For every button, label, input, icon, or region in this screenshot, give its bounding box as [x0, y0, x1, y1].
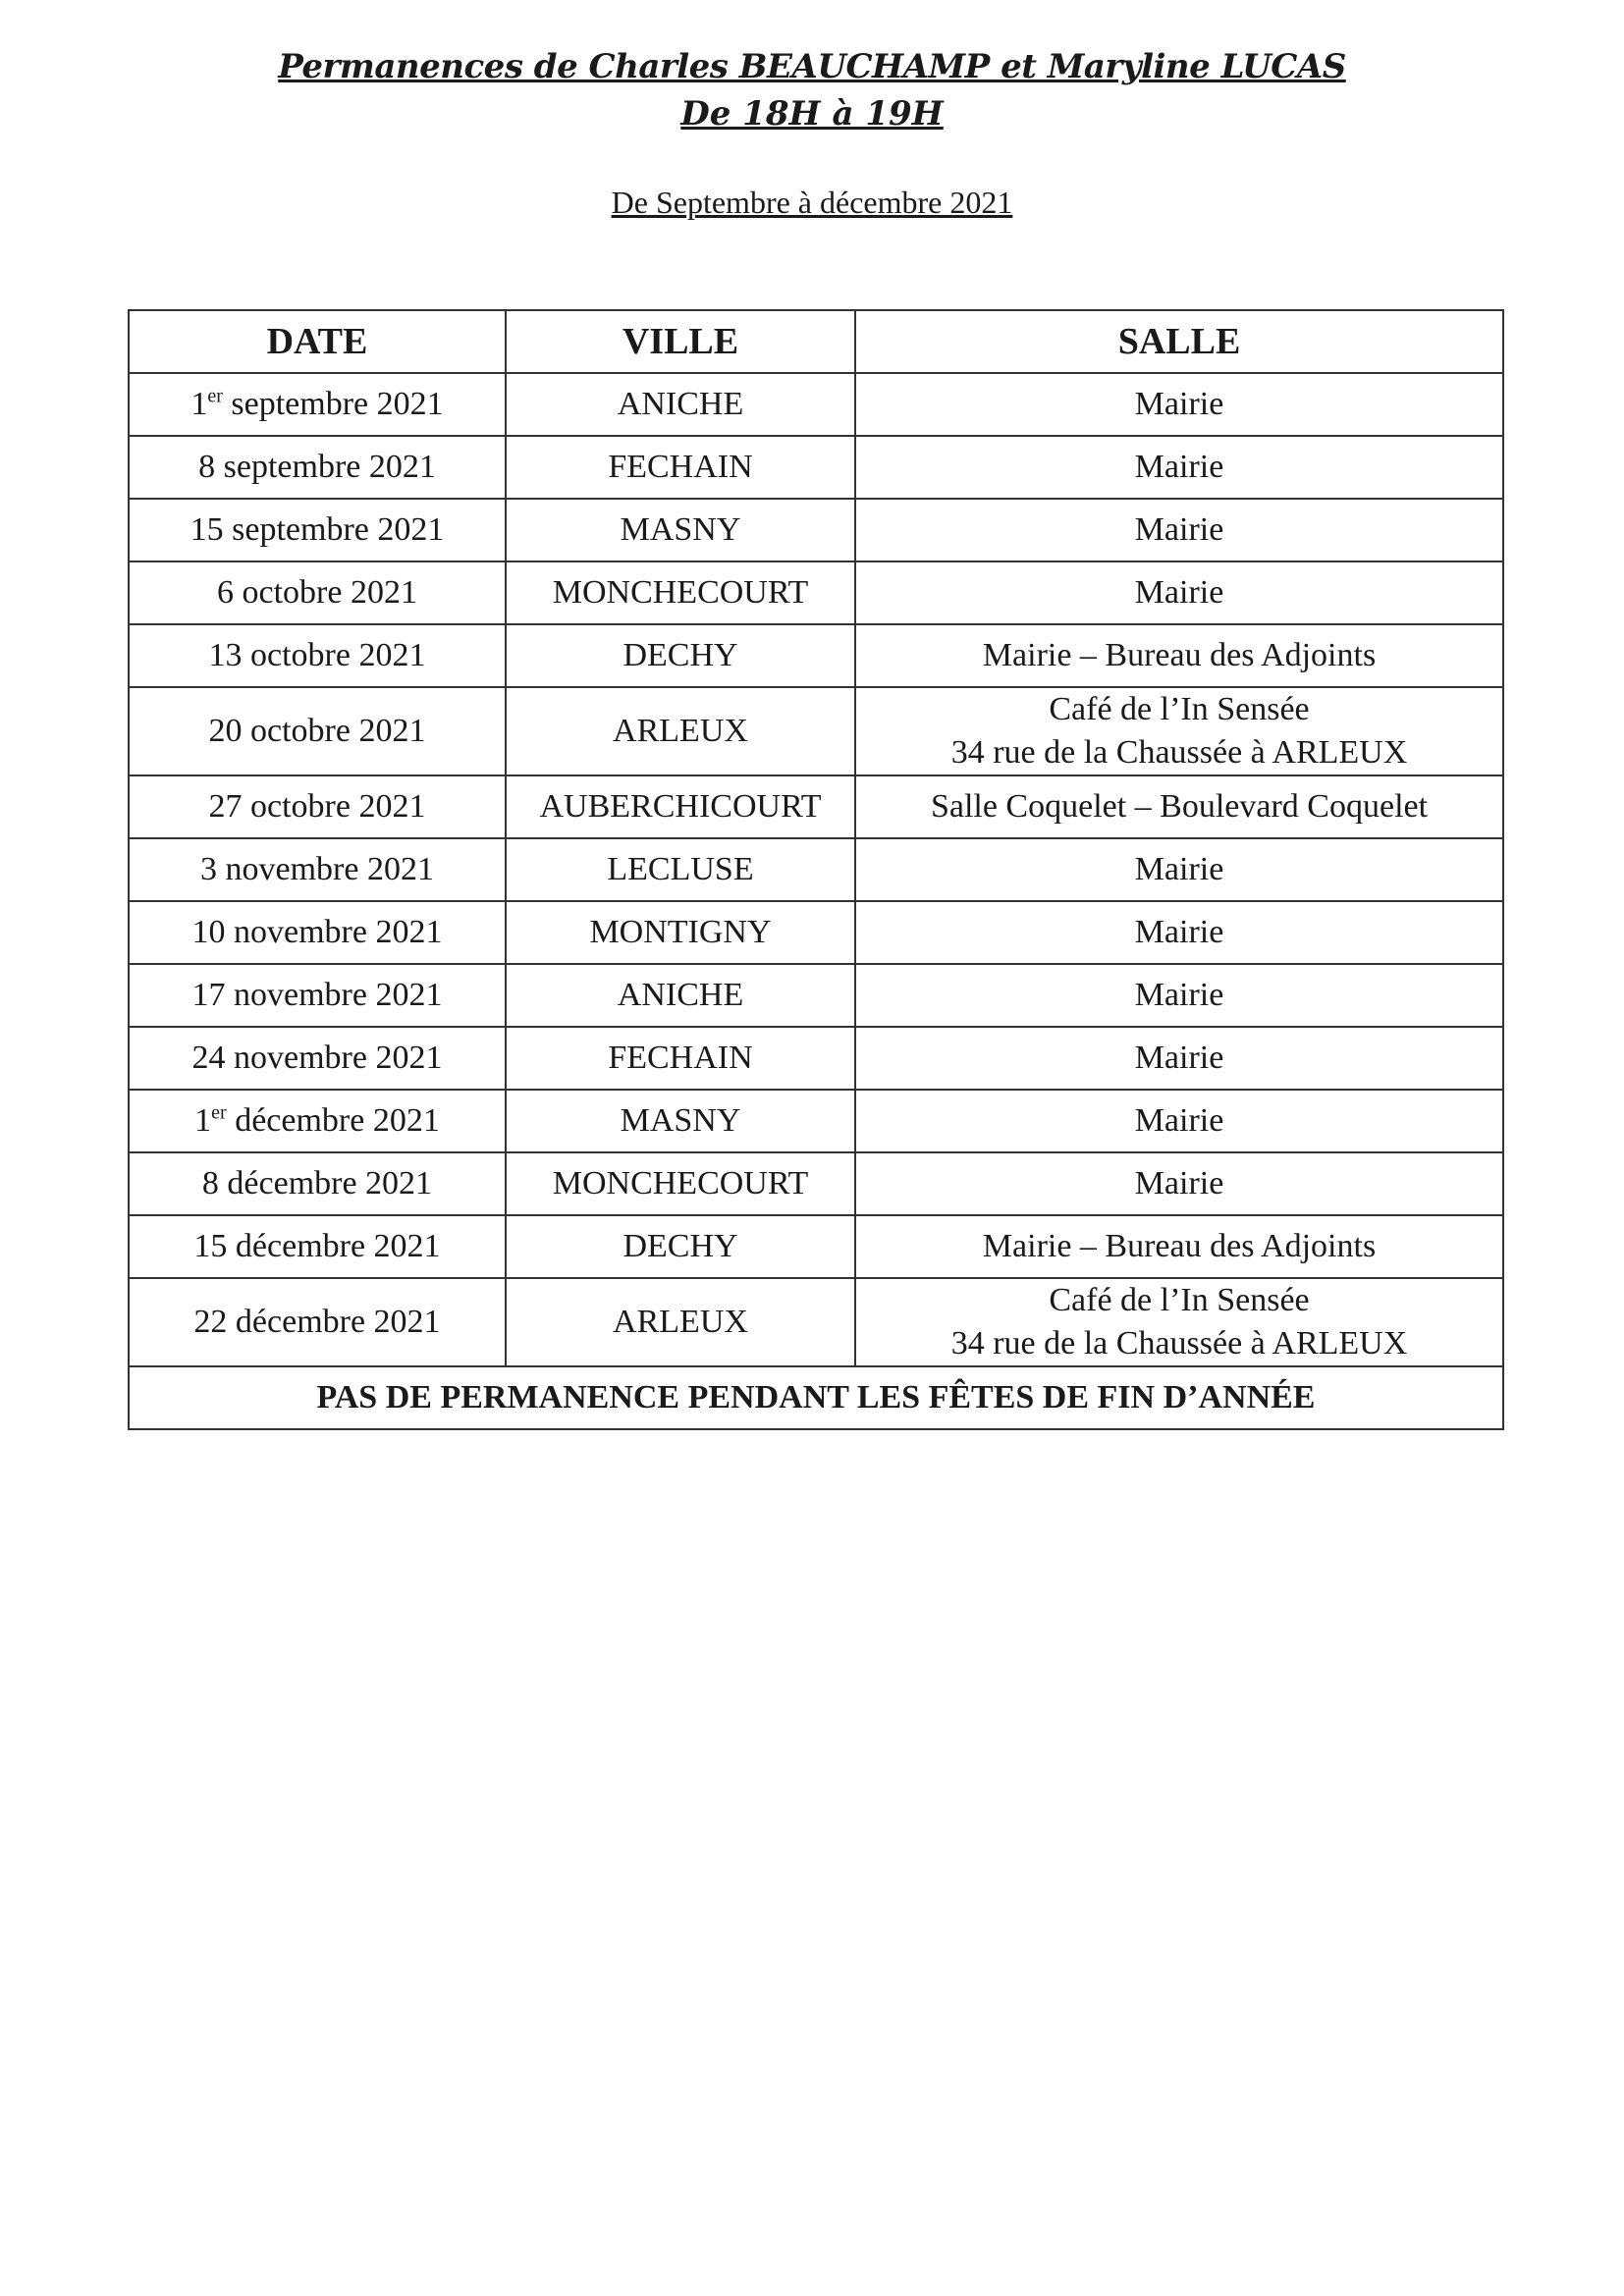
cell-salle — [855, 838, 1503, 901]
cell-date — [129, 838, 506, 901]
date-day: 24 — [191, 1040, 226, 1076]
cell-ville: ARLEUX — [506, 1278, 855, 1366]
cell-date — [129, 1152, 506, 1215]
cell-ville: AUBERCHICOURT — [506, 775, 855, 838]
cell-ville: MONTIGNY — [506, 901, 855, 964]
cell-date — [129, 561, 506, 624]
date-month-year: novembre 2021 — [225, 977, 443, 1013]
header-salle: SALLE — [855, 310, 1503, 373]
cell-date — [129, 1215, 506, 1278]
table-row — [129, 499, 1503, 561]
cell-ville: ARLEUX — [506, 687, 855, 775]
salle-line: Mairie – Bureau des Adjoints — [982, 1228, 1377, 1264]
salle-line: Mairie — [1134, 511, 1224, 548]
salle-line: 34 rue de la Chaussée à ARLEUX — [950, 1325, 1408, 1362]
cell-ville: MONCHECOURT — [506, 561, 855, 624]
table-row — [129, 1090, 1503, 1152]
cell-salle — [855, 775, 1503, 838]
cell-salle — [855, 1090, 1503, 1152]
cell-salle — [855, 561, 1503, 624]
date-day: 10 — [191, 914, 226, 950]
table-row — [129, 436, 1503, 499]
date-month-year: octobre 2021 — [242, 713, 426, 749]
table-row — [129, 1215, 1503, 1278]
date-month-year: novembre 2021 — [225, 914, 443, 950]
date-ordinal: er — [211, 1101, 227, 1124]
table-row — [129, 561, 1503, 624]
cell-ville: ANICHE — [506, 964, 855, 1027]
date-month-year: novembre 2021 — [217, 851, 434, 887]
salle-line: 34 rue de la Chaussée à ARLEUX — [950, 734, 1408, 771]
table-row — [129, 1027, 1503, 1090]
cell-ville: LECLUSE — [506, 838, 855, 901]
date-month-year: septembre 2021 — [215, 449, 436, 485]
salle-line: Mairie — [1134, 977, 1224, 1013]
cell-ville: MASNY — [506, 1090, 855, 1152]
date-day: 8 — [201, 1165, 219, 1201]
footer-row — [129, 1366, 1503, 1429]
cell-ville: FECHAIN — [506, 1027, 855, 1090]
cell-ville: DECHY — [506, 1215, 855, 1278]
cell-date — [129, 624, 506, 687]
cell-salle — [855, 1027, 1503, 1090]
cell-salle — [855, 901, 1503, 964]
header-ville: VILLE — [506, 310, 855, 373]
table-row — [129, 624, 1503, 687]
date-month-year: septembre 2021 — [223, 511, 445, 548]
date-day: 8 — [198, 449, 216, 485]
salle-line: Café de l’In Sensée — [1049, 691, 1310, 727]
cell-salle — [855, 624, 1503, 687]
date-month-year: octobre 2021 — [242, 788, 426, 825]
date-month-year: décembre 2021 — [227, 1228, 441, 1264]
cell-date — [129, 964, 506, 1027]
date-day: 20 — [208, 713, 243, 749]
table-row — [129, 901, 1503, 964]
cell-salle — [855, 1278, 1503, 1366]
table-row — [129, 1278, 1503, 1366]
salle-line: Café de l’In Sensée — [1049, 1282, 1310, 1318]
date-month-year: septembre 2021 — [222, 386, 444, 422]
table-row — [129, 687, 1503, 775]
cell-ville: ANICHE — [506, 373, 855, 436]
cell-date — [129, 1027, 506, 1090]
cell-salle — [855, 964, 1503, 1027]
cell-date — [129, 901, 506, 964]
header-date: DATE — [129, 310, 506, 373]
salle-line: Mairie — [1134, 386, 1224, 422]
salle-line: Mairie — [1134, 1102, 1224, 1139]
cell-salle — [855, 373, 1503, 436]
date-day: 1 — [194, 1102, 212, 1139]
cell-date — [129, 436, 506, 499]
cell-date — [129, 1090, 506, 1152]
document-period: De Septembre à décembre 2021 — [611, 185, 1013, 220]
cell-ville: MASNY — [506, 499, 855, 561]
cell-date — [129, 1278, 506, 1366]
date-day: 1 — [190, 386, 208, 422]
cell-salle — [855, 499, 1503, 561]
salle-line: Mairie – Bureau des Adjoints — [982, 637, 1377, 673]
cell-date — [129, 373, 506, 436]
footer-note: PAS DE PERMANENCE PENDANT LES FÊTES DE FIN D’ANNÉE — [129, 1366, 1503, 1429]
date-day: 15 — [193, 1228, 228, 1264]
cell-ville: DECHY — [506, 624, 855, 687]
date-month-year: décembre 2021 — [227, 1304, 441, 1340]
cell-salle — [855, 436, 1503, 499]
cell-date — [129, 775, 506, 838]
cell-salle — [855, 1152, 1503, 1215]
cell-salle — [855, 1215, 1503, 1278]
date-month-year: décembre 2021 — [226, 1102, 440, 1139]
table-header-row — [129, 310, 1503, 373]
document-hours: De 18H à 19H — [680, 94, 944, 133]
table-row — [129, 1152, 1503, 1215]
date-day: 13 — [208, 637, 243, 673]
date-day: 6 — [217, 574, 235, 611]
date-day: 3 — [200, 851, 218, 887]
table-row — [129, 838, 1503, 901]
salle-line: Mairie — [1134, 449, 1224, 485]
schedule-table — [128, 309, 1504, 1430]
date-day: 15 — [189, 511, 224, 548]
cell-salle — [855, 687, 1503, 775]
cell-date — [129, 499, 506, 561]
date-month-year: novembre 2021 — [225, 1040, 443, 1076]
salle-line: Mairie — [1134, 574, 1224, 611]
table-row — [129, 964, 1503, 1027]
date-ordinal: er — [207, 385, 223, 407]
cell-date — [129, 687, 506, 775]
salle-line: Salle Coquelet – Boulevard Coquelet — [930, 788, 1429, 825]
cell-ville: FECHAIN — [506, 436, 855, 499]
date-day: 27 — [208, 788, 243, 825]
salle-line: Mairie — [1134, 1165, 1224, 1201]
document-title: Permanences de Charles BEAUCHAMP et Maryline LUCAS — [278, 47, 1346, 86]
date-month-year: décembre 2021 — [218, 1165, 433, 1201]
table-row — [129, 775, 1503, 838]
table-row — [129, 373, 1503, 436]
date-month-year: octobre 2021 — [242, 637, 426, 673]
date-month-year: octobre 2021 — [234, 574, 417, 611]
cell-ville: MONCHECOURT — [506, 1152, 855, 1215]
date-day: 17 — [191, 977, 226, 1013]
salle-line: Mairie — [1134, 914, 1224, 950]
salle-line: Mairie — [1134, 851, 1224, 887]
date-day: 22 — [193, 1304, 228, 1340]
salle-line: Mairie — [1134, 1040, 1224, 1076]
